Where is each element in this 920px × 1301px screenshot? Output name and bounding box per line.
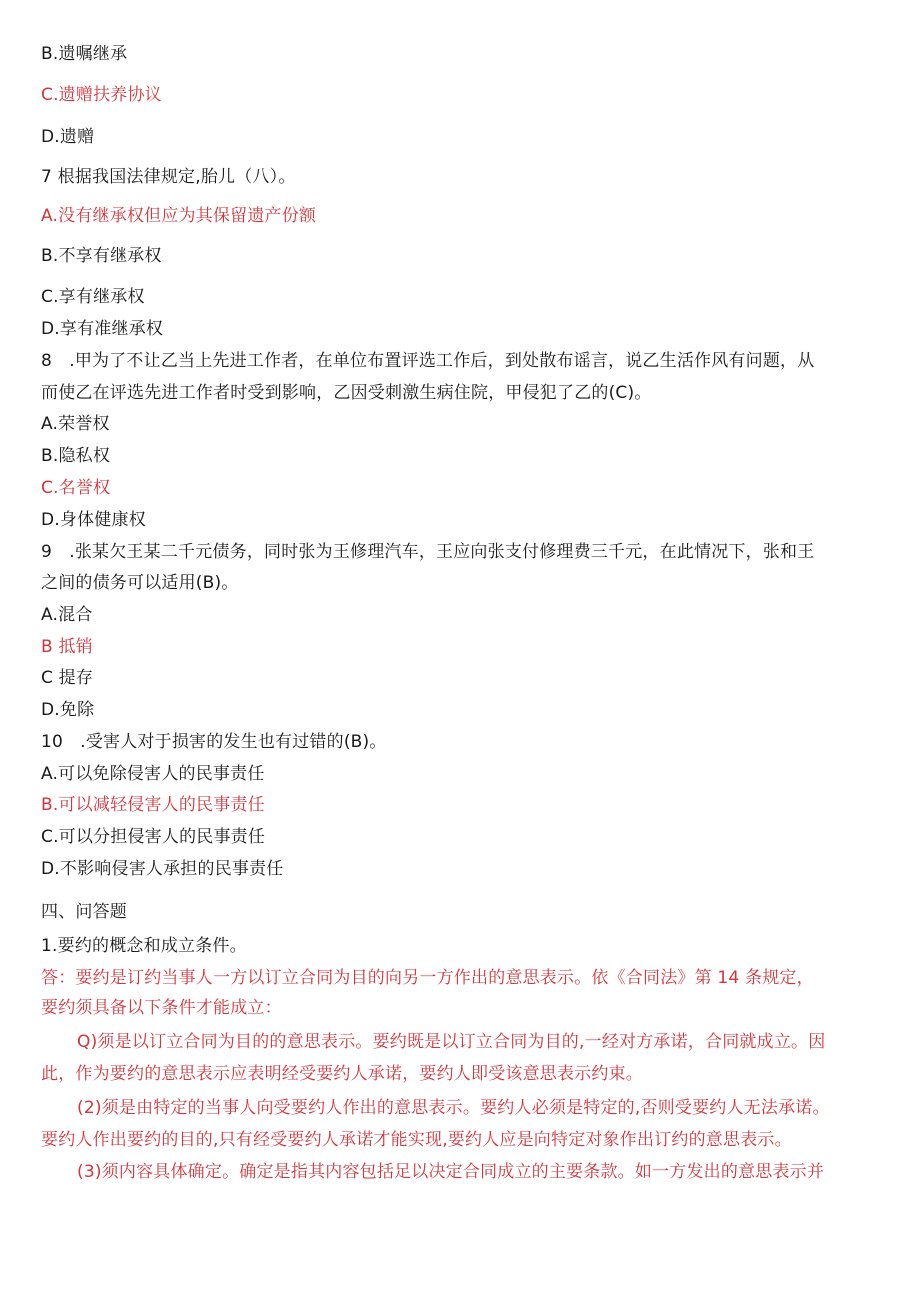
option-c-answer: C.名誉权 <box>41 478 111 498</box>
option-c-answer: C.遗赠扶养协议 <box>41 85 162 105</box>
option-a: A.荣誉权 <box>41 414 110 434</box>
option-b-answer: B.可以减轻侵害人的民事责任 <box>41 795 265 815</box>
question-9-line-1: 9 .张某欠王某二千元债务，同时张为王修理汽车，王应向张支付修理费三千元，在此情况下，张和王 <box>41 542 815 562</box>
option-b-answer: B 抵销 <box>41 637 93 657</box>
option-a: A.可以免除侵害人的民事责任 <box>41 764 265 784</box>
option-b: B.不享有继承权 <box>41 246 162 266</box>
option-d: D.不影响侵害人承担的民事责任 <box>41 859 284 879</box>
option-a: A.混合 <box>41 605 93 625</box>
answer-point-3-line-1: (3)须内容具体确定。确定是指其内容包括足以决定合同成立的主要条款。如一方发出的意思表示并 <box>77 1162 825 1182</box>
option-d: D.遗赠 <box>41 127 95 147</box>
option-c: C 提存 <box>41 668 94 688</box>
section-heading: 四、问答题 <box>41 902 127 922</box>
answer-point-2-line-2: 要约人作出要约的目的,只有经受要约人承诺才能实现,要约人应是向特定对象作出订约的意思表示。 <box>41 1130 792 1150</box>
question-8-line-2: 而使乙在评选先进工作者时受到影响，乙因受刺激生病住院，甲侵犯了乙的(C)。 <box>41 383 652 403</box>
answer-point-1-line-2: 此，作为要约的意思表示应表明经受要约人承诺，要约人即受该意思表示约束。 <box>41 1064 643 1084</box>
option-b-will-inheritance: B.遗嘱继承 <box>41 44 128 64</box>
question-7: 7 根据我国法律规定,胎儿（八）。 <box>41 167 296 187</box>
option-c: C.享有继承权 <box>41 287 145 307</box>
option-b: B.隐私权 <box>41 446 111 466</box>
essay-question-1: 1.要约的概念和成立条件。 <box>41 936 247 956</box>
answer-point-2-line-1: (2)须是由特定的当事人向受要约人作出的意思表示。要约人必须是特定的,否则受要约人无法承诺。 <box>77 1098 830 1118</box>
option-d: D.免除 <box>41 700 95 720</box>
answer-point-1-line-1: Q)须是以订立合同为目的的意思表示。要约既是以订立合同为目的,一经对方承诺，合同就成立。因 <box>77 1032 826 1052</box>
question-8-line-1: 8 .甲为了不让乙当上先进工作者，在单位布置评选工作后，到处散布谣言，说乙生活作风有问题，从 <box>41 351 815 371</box>
question-9-line-2: 之间的债务可以适用(B)。 <box>41 573 239 593</box>
option-c: C.可以分担侵害人的民事责任 <box>41 827 266 847</box>
option-a-answer: A.没有继承权但应为其保留遗产份额 <box>41 206 317 226</box>
question-10: 10 .受害人对于损害的发生也有过错的(B)。 <box>41 732 387 752</box>
answer-line-2: 要约须具备以下条件才能成立： <box>41 998 282 1018</box>
option-d: D.身体健康权 <box>41 510 146 530</box>
option-d: D.享有准继承权 <box>41 319 164 339</box>
answer-line-1: 答：要约是订约当事人一方以订立合同为目的向另一方作出的意思表示。依《合同法》第 14 条规定， <box>41 968 814 988</box>
